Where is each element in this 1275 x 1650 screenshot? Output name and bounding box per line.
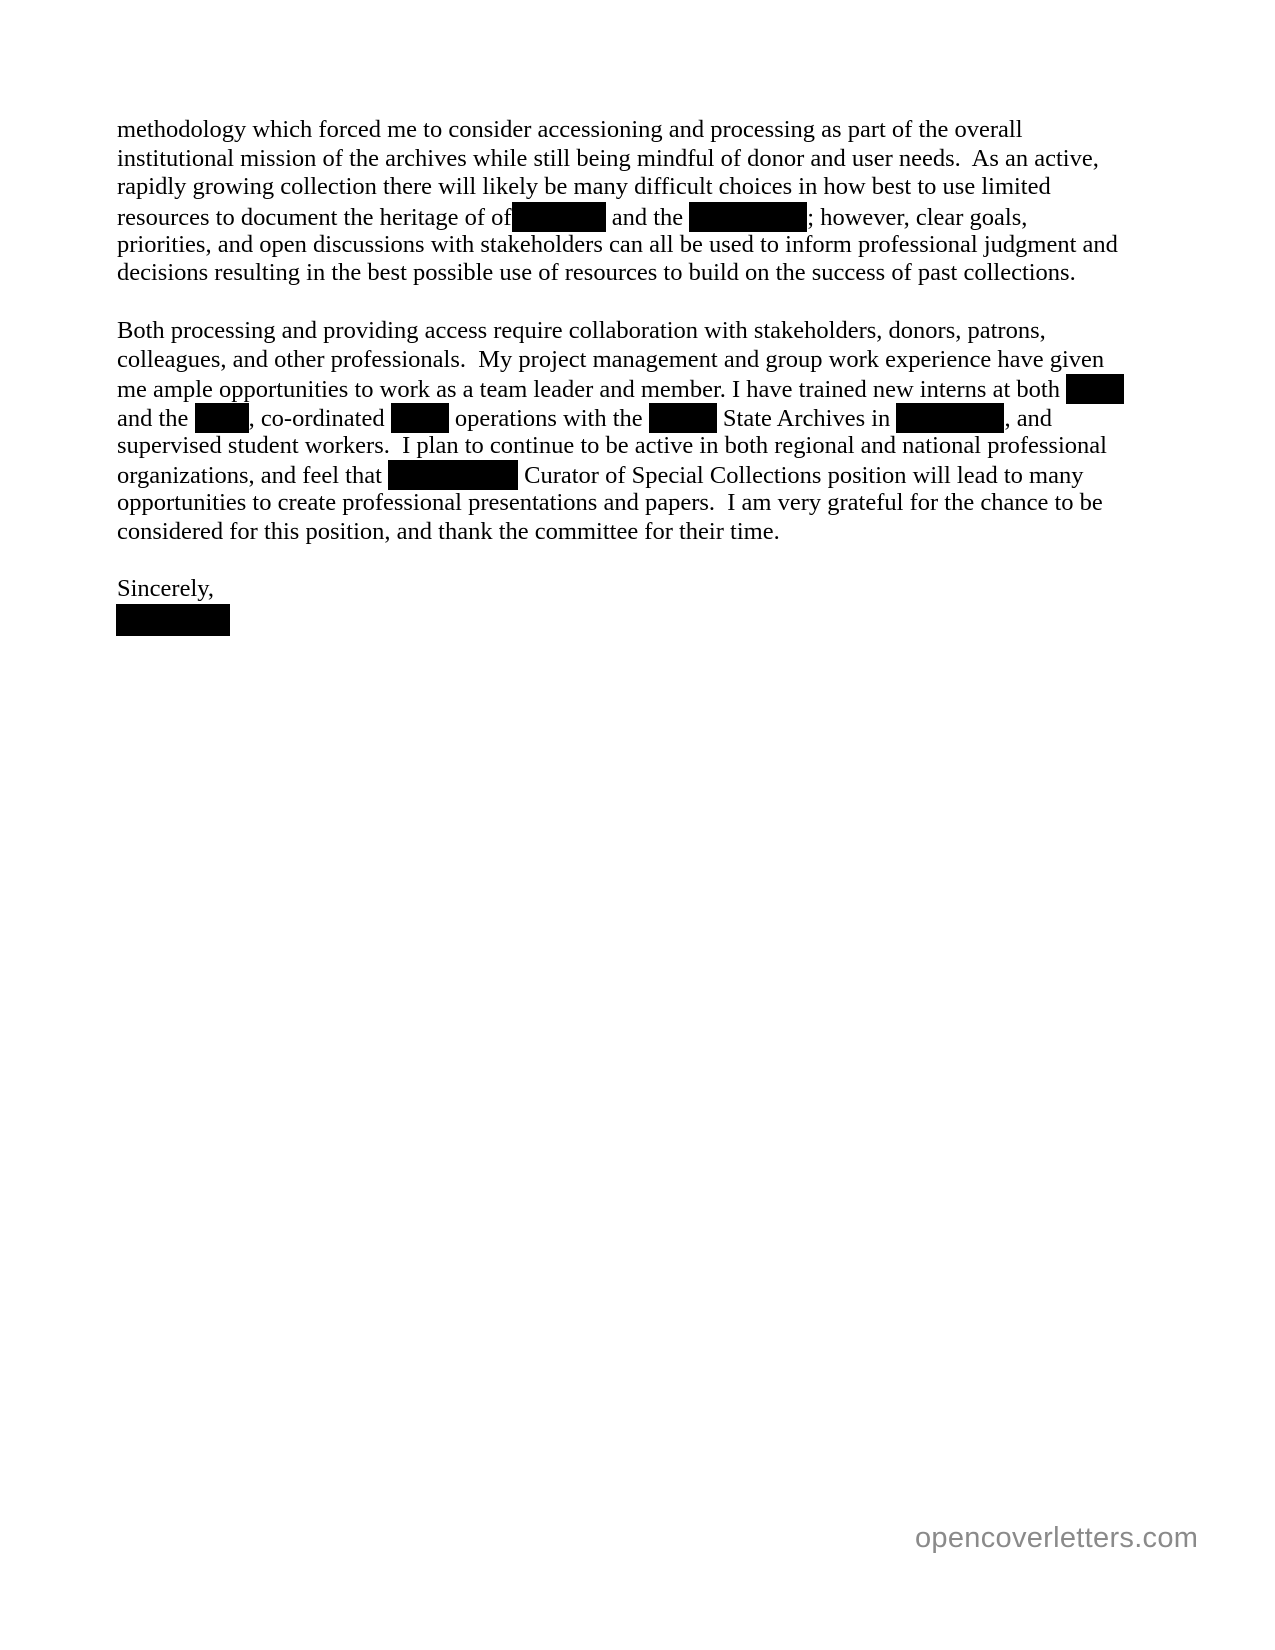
text-line: supervised student workers. I plan to continue to be active in both regional and national professional — [117, 431, 1107, 459]
redaction-block — [649, 403, 717, 433]
text-segment: , co-ordinated — [248, 404, 391, 432]
text-line: rapidly growing collection there will likely be many difficult choices in how best to use limited — [117, 173, 1051, 201]
text-segment: resources to document the heritage of of — [117, 204, 512, 232]
redaction-block — [388, 460, 518, 490]
redaction-block — [1066, 374, 1124, 404]
text-line — [117, 403, 1177, 432]
signature-redaction — [116, 604, 230, 636]
text-line: Both processing and providing access require collaboration with stakeholders, donors, patrons, — [117, 316, 1046, 344]
letter-body — [117, 116, 1177, 636]
text-line: institutional mission of the archives while still being mindful of donor and user needs. As an active, — [117, 144, 1099, 172]
redaction-block — [896, 403, 1004, 433]
text-line: colleagues, and other professionals. My project management and group work experience have given — [117, 345, 1105, 373]
text-line: priorities, and open discussions with stakeholders can all be used to inform professional judgment and — [117, 230, 1118, 258]
paragraph-methodology — [117, 116, 1177, 288]
text-line: decisions resulting in the best possible use of resources to build on the success of past collections. — [117, 259, 1076, 287]
paragraph-collaboration — [117, 317, 1177, 547]
text-segment: and the — [117, 404, 195, 432]
text-segment: , and — [1004, 404, 1053, 432]
watermark-site-name: opencoverletters.com — [915, 1522, 1199, 1554]
closing-salutation: Sincerely, — [117, 575, 215, 602]
redaction-block — [512, 202, 606, 232]
redaction-block — [195, 403, 249, 433]
closing-block — [117, 575, 1177, 636]
text-segment: organizations, and feel that — [117, 462, 388, 490]
text-segment: me ample opportunities to work as a team leader and member. I have trained new interns at both — [117, 376, 1060, 404]
text-segment: ; however, clear goals, — [807, 204, 1028, 232]
text-line: methodology which forced me to consider accessioning and processing as part of the overall — [117, 116, 1023, 143]
text-segment: Curator of Special Collections position will lead to many — [518, 462, 1084, 490]
text-line — [117, 202, 1177, 231]
text-line — [117, 374, 1177, 403]
redaction-block — [689, 202, 807, 232]
text-line: opportunities to create professional presentations and papers. I am very grateful for the chance to be — [117, 488, 1103, 516]
text-line — [117, 460, 1177, 489]
text-segment: and the — [605, 204, 690, 232]
text-line: considered for this position, and thank the committee for their time. — [117, 517, 780, 545]
text-segment: State Archives in — [716, 404, 897, 432]
text-segment: operations with the — [448, 404, 649, 432]
redaction-block — [391, 403, 449, 433]
